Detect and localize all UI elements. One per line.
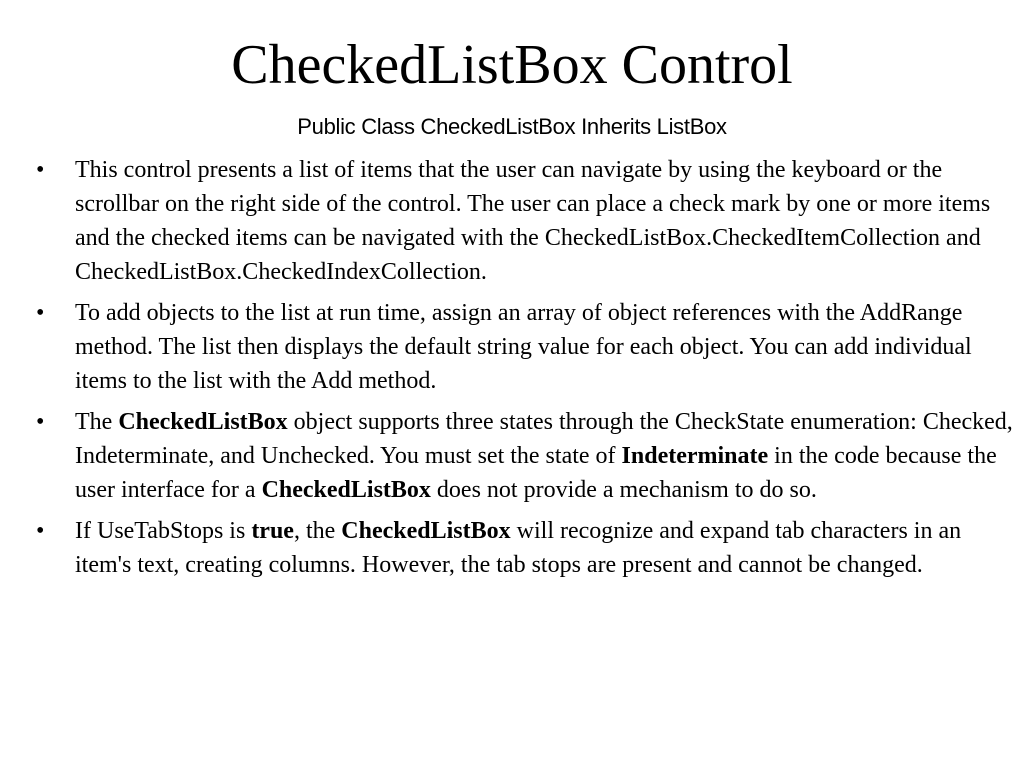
- slide-title: CheckedListBox Control: [231, 34, 793, 96]
- bullet-glyph: •: [36, 409, 45, 435]
- bold-term: CheckedListBox: [261, 477, 431, 503]
- slide-subtitle: Public Class CheckedListBox Inherits ListBox: [297, 114, 727, 139]
- bullet-text: [75, 514, 1016, 582]
- bullet-item: [36, 514, 1016, 582]
- bullet-item: [36, 296, 1016, 398]
- text-run: in the code because the user interface for a: [75, 443, 997, 503]
- bold-term: CheckedListBox: [118, 409, 288, 435]
- bullet-list: [36, 153, 1016, 589]
- bullet-text: This control presents a list of items that the user can navigate by using the keyboard or the scrollbar on the right side of the control. The user can place a check mark by one or more items and the checked items can be navigated with the CheckedListBox.CheckedItemCollection and CheckedListBox.CheckedIndexCollection.: [75, 157, 991, 285]
- text-run: does not provide a mechanism to do so.: [430, 477, 817, 503]
- bullet-glyph: •: [36, 300, 45, 326]
- bullet-glyph: •: [36, 157, 45, 183]
- bold-term: true: [251, 518, 294, 544]
- text-run: If UseTabStops is: [75, 518, 252, 544]
- bold-term: CheckedListBox: [341, 518, 511, 544]
- text-run: The: [75, 409, 119, 435]
- bullet-glyph: •: [36, 518, 45, 544]
- bullet-item: [36, 153, 1016, 289]
- bullet-item: [36, 405, 1016, 507]
- bullet-text: To add objects to the list at run time, assign an array of object references with the AddRange method. The list then displays the default string value for each object. You can add individual items to the list with the Add method.: [75, 300, 972, 394]
- text-run: will recognize and expand tab characters in an item's text, creating columns. However, the tab stops are present and cannot be changed.: [75, 518, 962, 578]
- text-run: , the: [293, 518, 342, 544]
- bold-term: Indeterminate: [621, 443, 769, 469]
- bullet-text: [75, 405, 1016, 507]
- text-run: object supports three states through the CheckState enumeration: Checked, Indeterminate, and Unchecked. You must set the state of: [75, 409, 1013, 469]
